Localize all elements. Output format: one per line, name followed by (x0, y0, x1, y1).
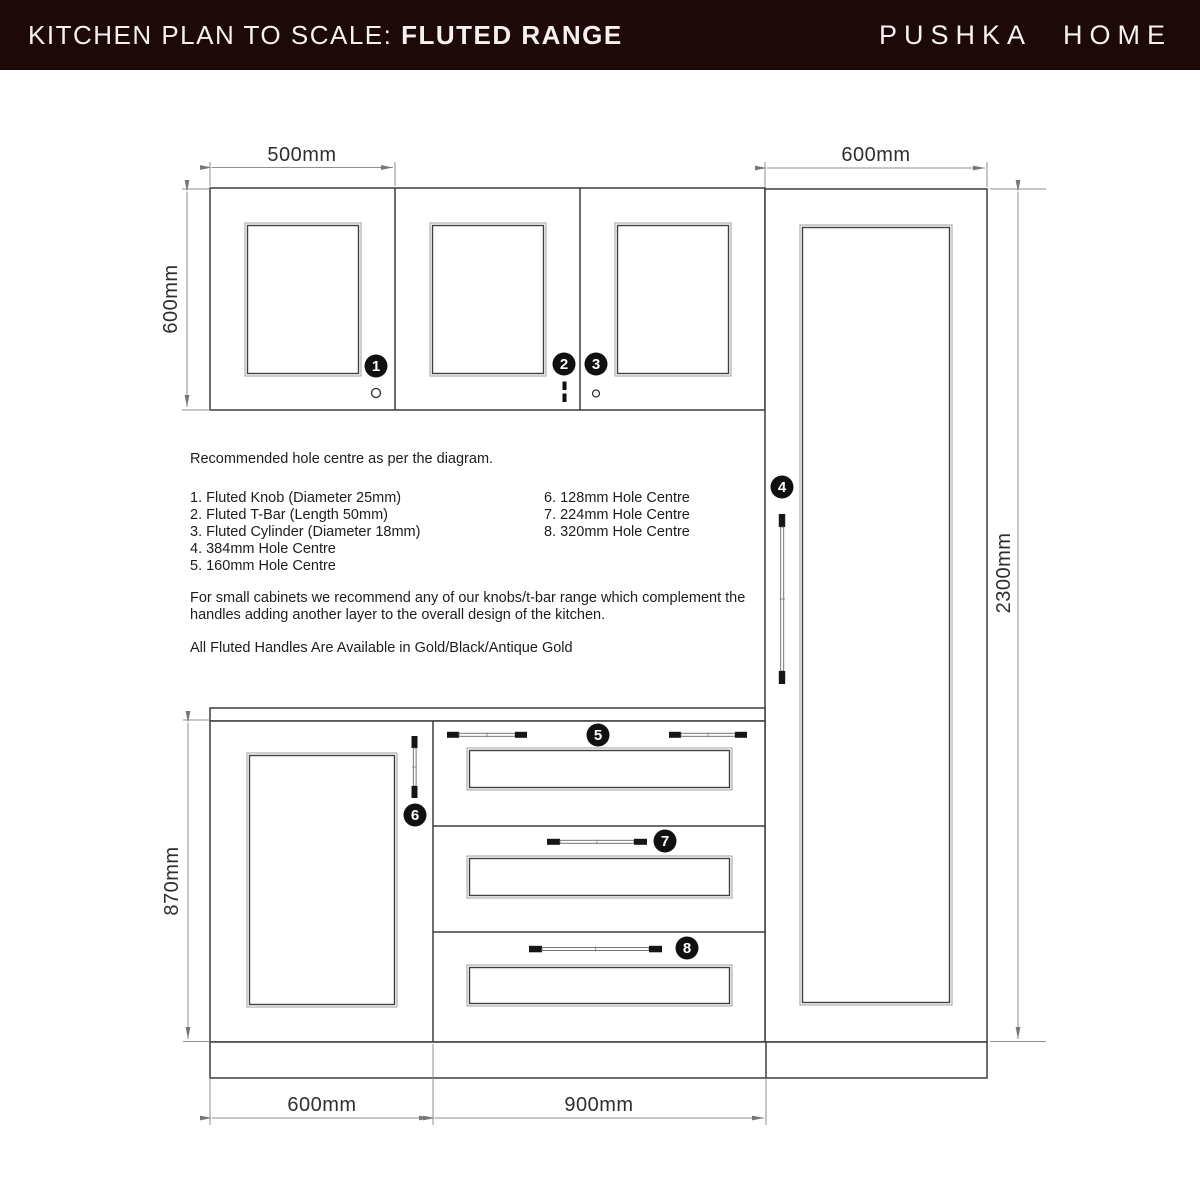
svg-text:5: 5 (593, 727, 603, 745)
dim-label-wall-width: 500mm (267, 144, 337, 166)
list-item: 3. Fluted Cylinder (Diameter 18mm) (190, 524, 421, 540)
base-cabinet-run (210, 721, 765, 1042)
list-item: 4. 384mm Hole Centre (190, 541, 336, 557)
list-item: 7. 224mm Hole Centre (544, 507, 690, 523)
marker-6 (404, 804, 427, 827)
handle-160mm-right (669, 732, 747, 738)
svg-text:2: 2 (559, 356, 569, 374)
dim-label-base-door-width: 600mm (287, 1094, 357, 1116)
marker-5 (587, 724, 610, 747)
list-item: 1. Fluted Knob (Diameter 25mm) (190, 490, 402, 506)
dim-label-tall-width: 600mm (841, 144, 911, 166)
marker-4 (771, 476, 794, 499)
svg-text:3: 3 (591, 356, 601, 374)
page-title-emphasis: FLUTED RANGE (401, 19, 623, 50)
countertop (210, 708, 765, 721)
marker-2 (553, 353, 576, 376)
fluted-knob (372, 389, 381, 398)
fluted-cylinder (593, 390, 600, 397)
page-title-prefix: KITCHEN PLAN TO SCALE: (28, 19, 402, 50)
brand-logo: PUSHKA HOME (878, 19, 1172, 50)
dim-label-wall-height: 600mm (160, 264, 182, 334)
svg-text:8: 8 (682, 940, 692, 958)
dim-label-tall-height: 2300mm (993, 532, 1015, 614)
marker-8 (676, 937, 699, 960)
hardware-list-col2 (544, 490, 690, 575)
svg-text:6: 6 (410, 807, 420, 825)
marker-3 (585, 353, 608, 376)
hardware-list (190, 490, 765, 575)
notes-block (190, 451, 765, 657)
dim-label-drawer-width: 900mm (564, 1094, 634, 1116)
svg-text:1: 1 (371, 358, 381, 376)
list-item: 8. 320mm Hole Centre (544, 524, 690, 540)
list-item: 2. Fluted T-Bar (Length 50mm) (190, 507, 388, 523)
list-item: 5. 160mm Hole Centre (190, 558, 336, 574)
svg-text:7: 7 (660, 833, 670, 851)
notes-availability: All Fluted Handles Are Available in Gold/Black/Antique Gold (190, 640, 573, 656)
marker-7 (654, 830, 677, 853)
dim-label-base-height: 870mm (161, 846, 183, 916)
notes-intro: Recommended hole centre as per the diagram. (190, 451, 494, 467)
svg-text:4: 4 (777, 479, 787, 497)
plinth (210, 1042, 987, 1078)
handle-160mm-left (447, 732, 527, 738)
marker-1 (365, 355, 388, 378)
tall-cabinet (765, 189, 987, 1042)
list-item: 6. 128mm Hole Centre (544, 490, 690, 506)
hardware-list-col1 (190, 490, 544, 575)
notes-paragraph: For small cabinets we recommend any of our knobs/t-bar range which complement the handles adding another layer to the overall design of the kitchen. (190, 590, 746, 623)
wall-cabinet-run (210, 188, 765, 410)
handle-128mm (412, 736, 418, 798)
